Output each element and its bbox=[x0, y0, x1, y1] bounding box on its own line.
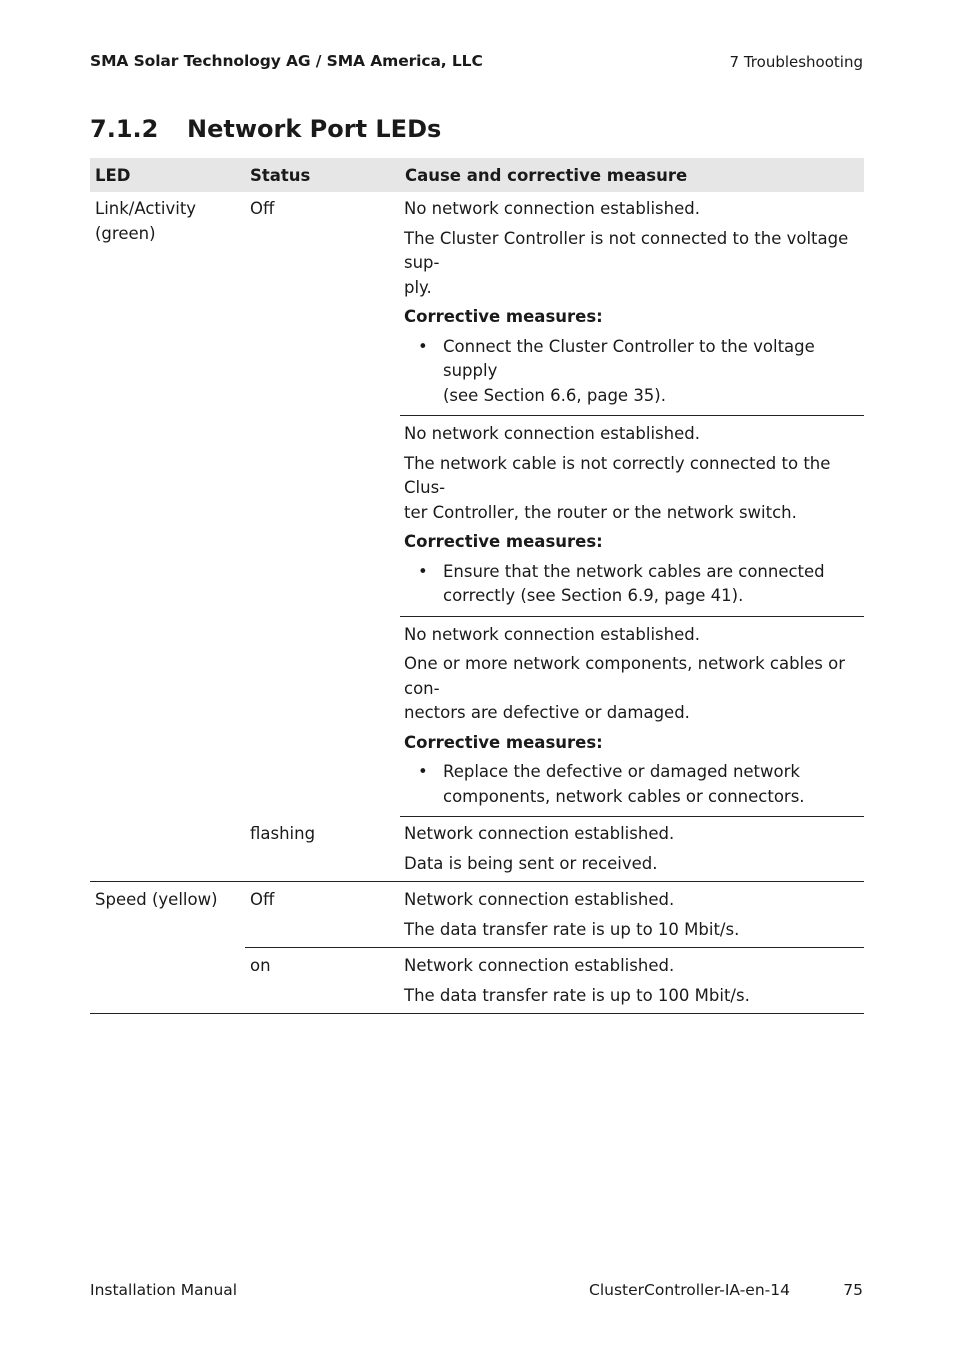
header-cause: Cause and corrective measure bbox=[405, 165, 688, 185]
cause-text: The data transfer rate is up to 100 Mbit/s. bbox=[404, 985, 750, 1005]
corrective-label: Corrective measures: bbox=[404, 532, 603, 551]
table-header bbox=[90, 158, 864, 192]
cause-text: The network cable is not correctly connected to the Clus- ter Controller, the router or the network switch. bbox=[404, 453, 831, 522]
status-off: Off bbox=[250, 199, 275, 218]
cause-block-speed-off bbox=[400, 882, 864, 947]
cause-block-speed-on bbox=[400, 948, 864, 1013]
table-row-speed bbox=[90, 882, 864, 1014]
bullet-icon: • bbox=[418, 336, 428, 356]
status-off: Off bbox=[250, 890, 275, 909]
led-cell-speed: Speed (yellow) bbox=[95, 890, 218, 909]
status-group-speed bbox=[245, 882, 864, 1013]
cause-text: The data transfer rate is up to 10 Mbit/s. bbox=[404, 919, 740, 939]
cause-block-2 bbox=[400, 416, 864, 617]
status-row-off bbox=[245, 882, 864, 948]
led-table bbox=[90, 158, 864, 1014]
bullet-icon: • bbox=[418, 762, 428, 781]
cause-block-1 bbox=[400, 192, 864, 416]
cause-text: No network connection established. bbox=[404, 424, 700, 443]
cause-text: One or more network components, network cables or con- nectors are defective or damaged. bbox=[404, 654, 845, 722]
corrective-label: Corrective measures: bbox=[404, 732, 603, 752]
section-number: 7.1.2 bbox=[90, 115, 159, 143]
cause-text: Network connection established. bbox=[404, 890, 675, 909]
cause-text: Network connection established. bbox=[404, 956, 675, 975]
header-chapter: 7 Troubleshooting bbox=[729, 53, 863, 71]
cause-text: Network connection established. bbox=[404, 824, 675, 843]
bullet-item: • Connect the Cluster Controller to the voltage supply (see Section 6.6, page 35). bbox=[404, 335, 864, 409]
page-number: 75 bbox=[843, 1281, 863, 1299]
status-row-off bbox=[245, 192, 864, 817]
corrective-label: Corrective measures: bbox=[404, 307, 603, 326]
led-cell-link bbox=[90, 192, 245, 881]
status-flashing: flashing bbox=[250, 824, 316, 843]
cause-group-off bbox=[400, 192, 864, 817]
cause-block-4 bbox=[400, 817, 864, 881]
header-led: LED bbox=[95, 165, 131, 185]
section-title bbox=[90, 115, 441, 143]
header-status: Status bbox=[250, 165, 311, 185]
bullet-item: • Ensure that the network cables are connected correctly (see Section 6.9, page 41). bbox=[404, 560, 864, 609]
header-company: SMA Solar Technology AG / SMA America, LLC bbox=[90, 52, 483, 70]
status-group-link bbox=[245, 192, 864, 881]
cause-text: Data is being sent or received. bbox=[404, 853, 658, 873]
cause-text: No network connection established. bbox=[404, 624, 700, 644]
footer-manual: Installation Manual bbox=[90, 1281, 238, 1299]
cause-block-3 bbox=[400, 617, 864, 818]
table-row-link-activity bbox=[90, 192, 864, 882]
led-name-line2: (green) bbox=[95, 223, 156, 243]
led-name-line1: Link/Activity bbox=[95, 199, 197, 218]
status-row-flashing bbox=[245, 817, 864, 881]
cause-text: The Cluster Controller is not connected to the voltage sup- ply. bbox=[404, 228, 849, 297]
status-row-on bbox=[245, 948, 864, 1013]
section-heading: Network Port LEDs bbox=[187, 115, 442, 143]
footer-doc-id: ClusterController-IA-en-14 bbox=[589, 1281, 790, 1299]
bullet-item: • Replace the defective or damaged network components, network cables or connectors. bbox=[404, 760, 864, 809]
bullet-icon: • bbox=[418, 561, 428, 581]
cause-text: No network connection established. bbox=[404, 199, 700, 218]
status-on: on bbox=[250, 956, 271, 975]
